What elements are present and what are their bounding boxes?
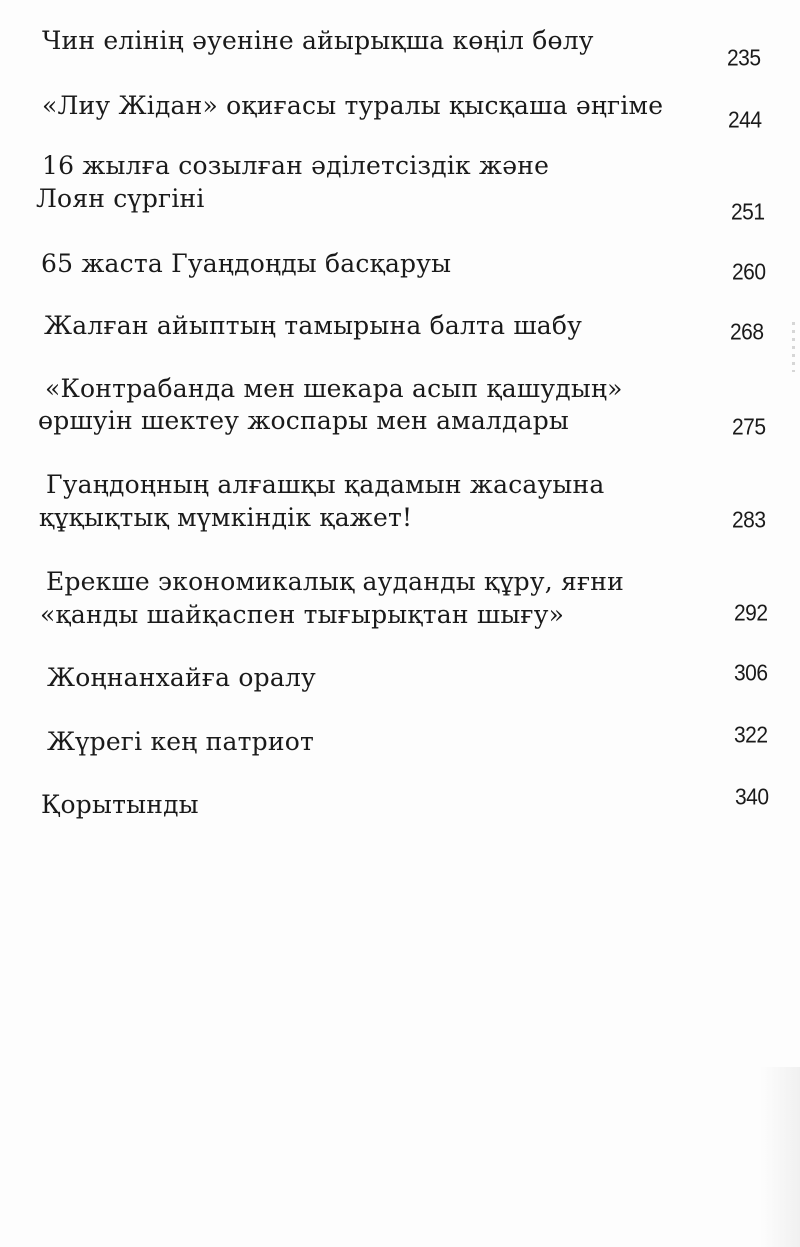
toc-entry-page: 340 [735, 784, 769, 810]
toc-entry-title: «Лиу Жідан» оқиғасы туралы қысқаша әңгіме [42, 91, 664, 120]
toc-entry-page: 292 [734, 600, 768, 626]
toc-entry-page: 275 [732, 414, 766, 440]
toc-entry-title: Жүрегі кең патриот [47, 727, 314, 756]
toc-entry-page: 268 [730, 319, 764, 345]
toc-entry-title-continued: құқықтық мүмкіндік қажет! [39, 503, 413, 532]
toc-entry-page: 244 [728, 107, 762, 133]
toc-entry-title: Чин елінің әуеніне айырықша көңіл бөлу [42, 26, 594, 55]
toc-entry-title-continued: өршуін шектеу жоспары мен амалдары [38, 406, 570, 435]
toc-entry-title-continued: «қанды шайқаспен тығырықтан шығу» [40, 600, 565, 629]
toc-entry-title: Ерекше экономикалық ауданды құру, яғни [46, 567, 625, 596]
toc-entry-page: 306 [734, 660, 768, 686]
toc-entry-page: 322 [734, 722, 768, 748]
toc-entry-page: 260 [732, 259, 766, 285]
toc-entry-title-continued: Лоян сүргіні [36, 184, 205, 213]
page-edge-mark [792, 322, 795, 372]
toc-entry-page: 283 [732, 507, 766, 533]
page-corner-shadow [760, 1067, 800, 1247]
toc-entry-title: Жоңнанхайға оралу [47, 663, 316, 692]
toc-entry-title: 65 жаста Гуаңдоңды басқаруы [41, 249, 452, 278]
toc-entry-title: Қорытынды [41, 790, 199, 819]
toc-entry-title: «Контрабанда мен шекара асып қашудың» [45, 374, 623, 403]
toc-entry-title: Жалған айыптың тамырына балта шабу [44, 311, 583, 340]
toc-entry-page: 251 [731, 199, 765, 225]
toc-entry-page: 235 [727, 45, 761, 71]
toc-entry-title: 16 жылға созылған әділетсіздік және [42, 151, 550, 180]
toc-entry-title: Гуаңдоңның алғашқы қадамын жасауына [46, 470, 605, 499]
